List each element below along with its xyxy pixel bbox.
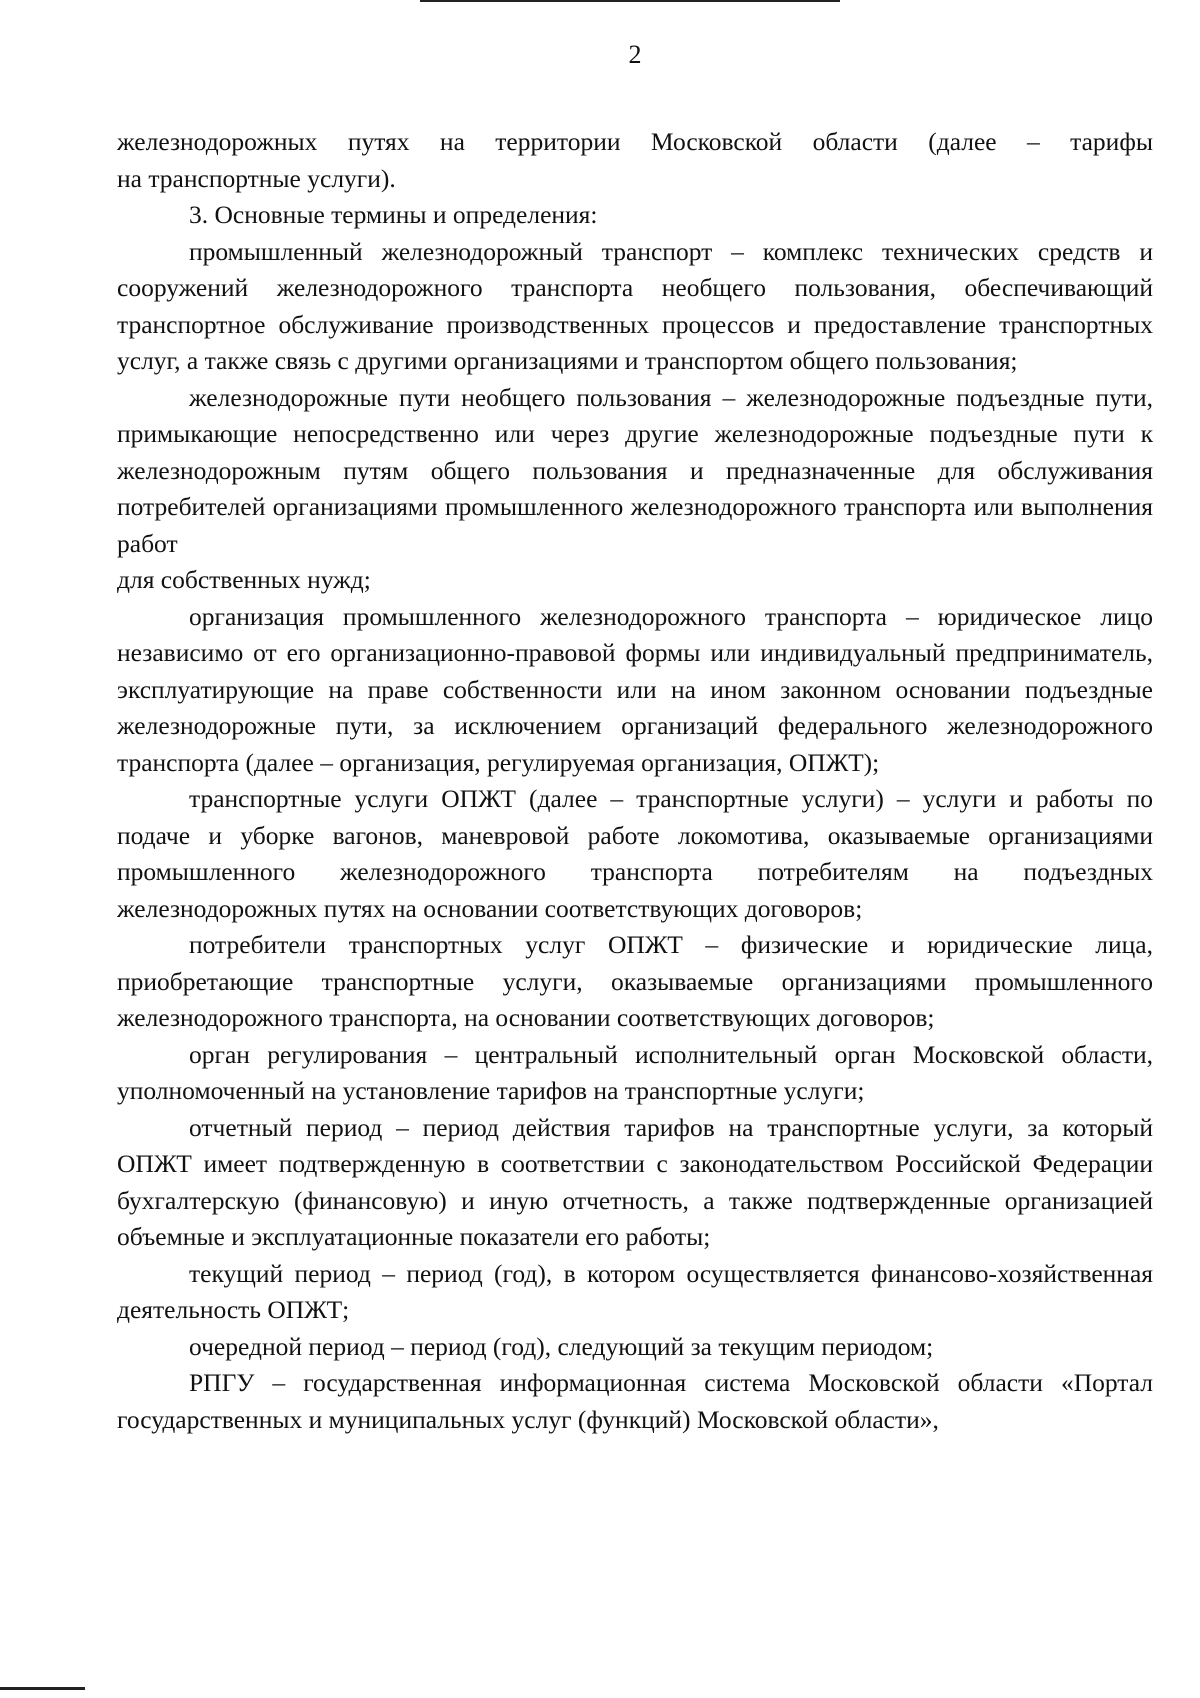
paragraph-definition-next-period: очередной период – период (год), следующий за текущим периодом; — [189, 1331, 934, 1361]
paragraph-definition-rpgu: РПГУ – государственная информационная система Московской области «Портал государственных и муниципальных услуг (функций) Московской области», — [117, 1368, 1153, 1434]
document-body — [117, 124, 1153, 1438]
paragraph-definition-regulator: орган регулирования – центральный исполнительный орган Московской области, уполномоченный на установление тарифов на транспортные услуги; — [117, 1039, 1153, 1105]
paragraph-continuation-end: на транспортные услуги). — [117, 163, 396, 193]
paragraph-definition-industrial-transport: промышленный железнодорожный транспорт – комплекс технических средств и сооружений железнодорожного транспорта необщего пользования, обеспечивающий транспортное обслуживание производственных процессов и предоставление транспортных услуг, а также связь с другими организациями и транспортом общего пользования; — [117, 236, 1153, 375]
paragraph-section-heading: 3. Основные термины и определения: — [189, 200, 598, 229]
paragraph-continuation-first-line: железнодорожных путях на территории Московской области (далее – тарифы — [117, 127, 1153, 156]
paragraph-definition-transport-services: транспортные услуги ОПЖТ (далее – транспортные услуги) – услуги и работы по подаче и уборке вагонов, маневровой работе локомотива, оказываемые организациями промышленного железнодорожного транспорта потребителям на подъездных железнодорожных путях на основании соответствующих договоров; — [117, 784, 1153, 923]
paragraph-definition-private-tracks-end: для собственных нужд; — [117, 565, 371, 594]
page-number: 2 — [628, 40, 642, 69]
paragraph-definition-consumers: потребители транспортных услуг ОПЖТ – физические и юридические лица, приобретающие транспортные услуги, оказываемые организациями промышленного железнодорожного транспорта, на основании соответствующих договоров; — [117, 930, 1153, 1032]
scan-edge-top — [420, 0, 840, 2]
paragraph-definition-reporting-period: отчетный период – период действия тарифов на транспортные услуги, за который ОПЖТ имеет подтвержденную в соответствии с законодательством Российской Федерации бухгалтерскую (финансовую) и иную отчетность, а также подтвержденные организацией объемные и эксплуатационные показатели его работы; — [117, 1112, 1153, 1251]
paragraph-definition-organization: организация промышленного железнодорожного транспорта – юридическое лицо независимо от его организационно-правовой формы или индивидуальный предприниматель, эксплуатирующие на праве собственности или на ином законном основании подъездные железнодорожные пути, за исключением организаций федерального железнодорожного транспорта (далее – организация, регулируемая организация, ОПЖТ); — [117, 601, 1153, 777]
paragraph-definition-current-period: текущий период – период (год), в котором осуществляется финансово-хозяйственная деятельность ОПЖТ; — [117, 1258, 1153, 1324]
paragraph-definition-private-tracks: железнодорожные пути необщего пользования – железнодорожные подъездные пути, примыкающие непосредственно или через другие железнодорожные подъездные пути к железнодорожным путям общего пользования и предназначенные для обслуживания потребителей организациями промышленного железнодорожного транспорта или выполнения работ — [117, 382, 1153, 558]
scan-edge-bottom — [0, 1687, 85, 1690]
